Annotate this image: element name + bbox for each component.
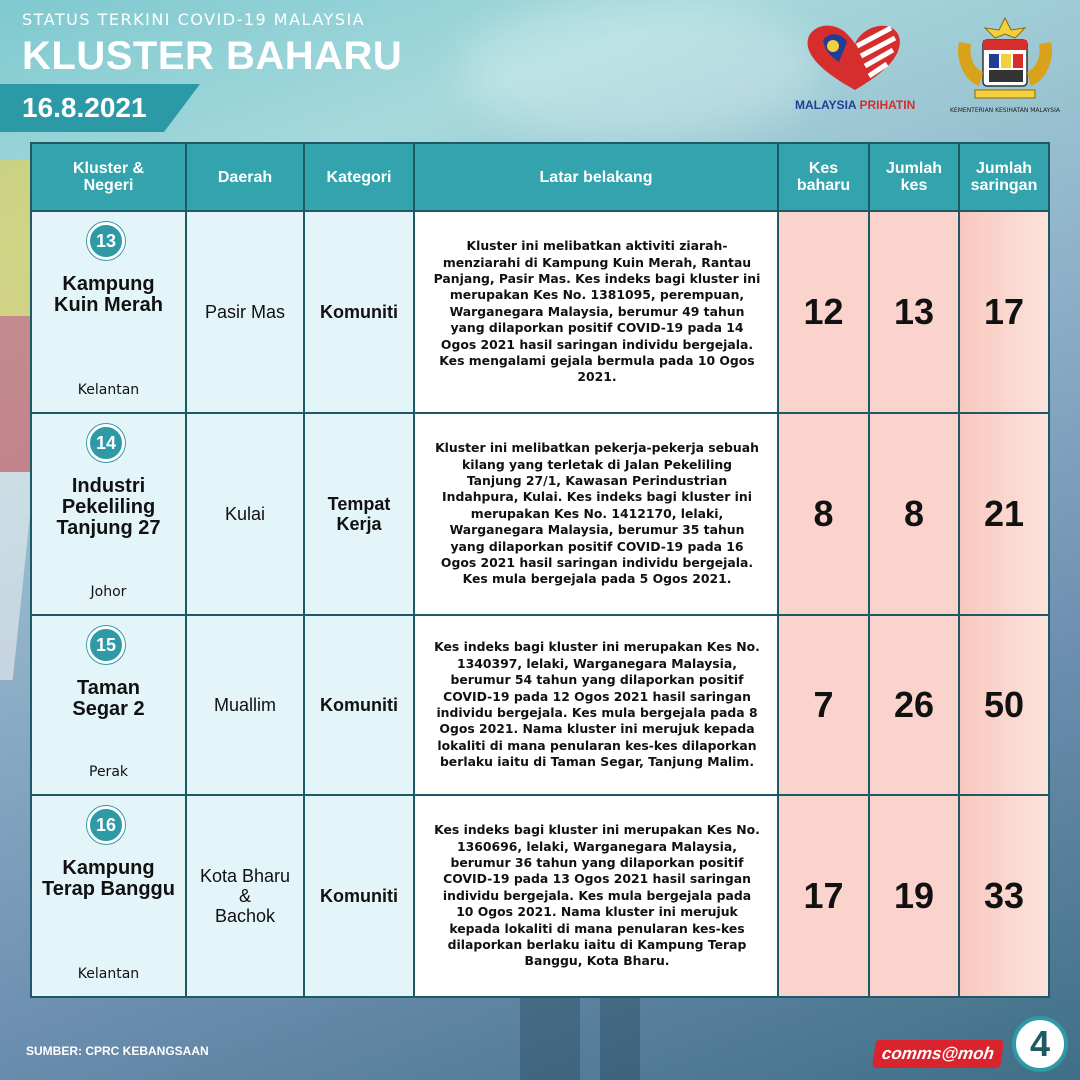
kes-baharu-cell: 17 (778, 795, 869, 997)
cluster-name: Taman Segar 2 (72, 677, 145, 721)
daerah-cell: Pasir Mas (186, 211, 304, 413)
kategori-cell: Komuniti (304, 795, 414, 997)
daerah-cell: Kulai (186, 413, 304, 615)
latar-belakang-cell: Kes indeks bagi kluster ini merupakan Kes No. 1360696, lelaki, Warganegara Malaysia, berumur 36 tahun yang dilaporkan positif COVID-19 pada 13 Ogos 2021 hasil saringan individu bergejala. Kes mula bergejala pada 10 Ogos 2021. Nama kluster ini merujuk kepada lokaliti di mana penularan kes-kes dilaporkan berlaku iaitu di Kampung Terap Banggu, Kota Bharu. (414, 795, 778, 997)
header-daerah: Daerah (186, 143, 304, 211)
jumlah-saringan-cell: 21 (959, 413, 1049, 615)
date-label: 16.8.2021 (22, 92, 147, 123)
kategori-cell: Komuniti (304, 615, 414, 795)
jumlah-kes-cell: 8 (869, 413, 959, 615)
cluster-number-badge: 14 (87, 424, 125, 462)
jumlah-kes-cell: 13 (869, 211, 959, 413)
coat-of-arms-icon (945, 12, 1065, 107)
kkm-logo (945, 12, 1065, 130)
kkm-text: KEMENTERIAN KESIHATAN MALAYSIA (950, 107, 1060, 114)
header-kategori: Kategori (304, 143, 414, 211)
jumlah-saringan-cell: 50 (959, 615, 1049, 795)
table-row (31, 413, 1049, 615)
cluster-number-badge: 16 (87, 806, 125, 844)
background-glow (460, 0, 820, 140)
daerah-cell: Kota Bharu & Bachok (186, 795, 304, 997)
status-label: STATUS TERKINI COVID-19 MALAYSIA (22, 10, 366, 29)
cluster-cell (31, 211, 186, 413)
cluster-state: Johor (90, 584, 127, 601)
malaysia-prihatin-logo (795, 18, 935, 128)
table-header-row (31, 143, 1049, 211)
header-kluster: Kluster & Negeri (31, 143, 186, 211)
jumlah-saringan-cell: 33 (959, 795, 1049, 997)
cluster-number-badge: 15 (87, 626, 125, 664)
header-latar-belakang: Latar belakang (414, 143, 778, 211)
kes-baharu-cell: 12 (778, 211, 869, 413)
page-number-badge: 4 (1012, 1016, 1068, 1072)
kategori-cell: Komuniti (304, 211, 414, 413)
header-jumlah-saringan: Jumlah saringan (959, 143, 1049, 211)
header-kes-baharu: Kes baharu (778, 143, 869, 211)
cluster-number-badge: 13 (87, 222, 125, 260)
cluster-state: Perak (89, 763, 128, 780)
source-label: SUMBER: CPRC KEBANGSAAN (26, 1044, 209, 1058)
table-row (31, 795, 1049, 997)
header-jumlah-kes: Jumlah kes (869, 143, 959, 211)
comms-badge: comms@moh (872, 1040, 1004, 1068)
latar-belakang-cell: Kes indeks bagi kluster ini merupakan Kes No. 1340397, lelaki, Warganegara Malaysia, berumur 54 tahun yang dilaporkan positif COVID-19 pada 12 Ogos 2021 hasil saringan individu bergejala. Kes mula bergejala pada 8 Ogos 2021. Nama kluster ini merujuk kepada lokaliti di mana penularan kes-kes dilaporkan berlaku iaitu di Taman Segar, Tanjung Malim. (414, 615, 778, 795)
table-row (31, 211, 1049, 413)
cluster-state: Kelantan (77, 382, 140, 399)
cluster-cell (31, 615, 186, 795)
cluster-cell (31, 413, 186, 615)
table-row (31, 615, 1049, 795)
kategori-cell: Tempat Kerja (304, 413, 414, 615)
cluster-name: Kampung Terap Banggu (42, 856, 175, 900)
kes-baharu-cell: 7 (778, 615, 869, 795)
jumlah-kes-cell: 19 (869, 795, 959, 997)
page-title: KLUSTER BAHARU (22, 34, 403, 78)
daerah-cell: Muallim (186, 615, 304, 795)
kes-baharu-cell: 8 (778, 413, 869, 615)
jumlah-saringan-cell: 17 (959, 211, 1049, 413)
cluster-cell (31, 795, 186, 997)
latar-belakang-cell: Kluster ini melibatkan pekerja-pekerja sebuah kilang yang terletak di Jalan Pekeliling Tanjung 27/1, Kawasan Perindustrian Indahpura, Kulai. Kes indeks bagi kluster ini merupakan Kes No. 1412170, lelaki, Warganegara Malaysia, berumur 35 tahun yang dilaporkan positif COVID-19 pada 16 Ogos 2021 hasil saringan individu bergejala. Kes mula bergejala pada 5 Ogos 2021. (414, 413, 778, 615)
cluster-name: Industri Pekeliling Tanjung 27 (56, 475, 161, 540)
heart-flag-icon (795, 18, 915, 98)
cluster-name: Kampung Kuin Merah (54, 273, 163, 316)
cluster-table (30, 142, 1050, 998)
malaysia-prihatin-text: MALAYSIA PRIHATIN (795, 98, 916, 112)
jumlah-kes-cell: 26 (869, 615, 959, 795)
cluster-state: Kelantan (77, 966, 140, 982)
latar-belakang-cell: Kluster ini melibatkan aktiviti ziarah-menziarahi di Kampung Kuin Merah, Rantau Panjang, Pasir Mas. Kes indeks bagi kluster ini merupakan Kes No. 1381095, perempuan, Warganegara Malaysia, berumur 49 tahun yang dilaporkan positif COVID-19 pada 14 Ogos 2021 hasil saringan individu bergejala. Kes mengalami gejala bermula pada 10 Ogos 2021. (414, 211, 778, 413)
